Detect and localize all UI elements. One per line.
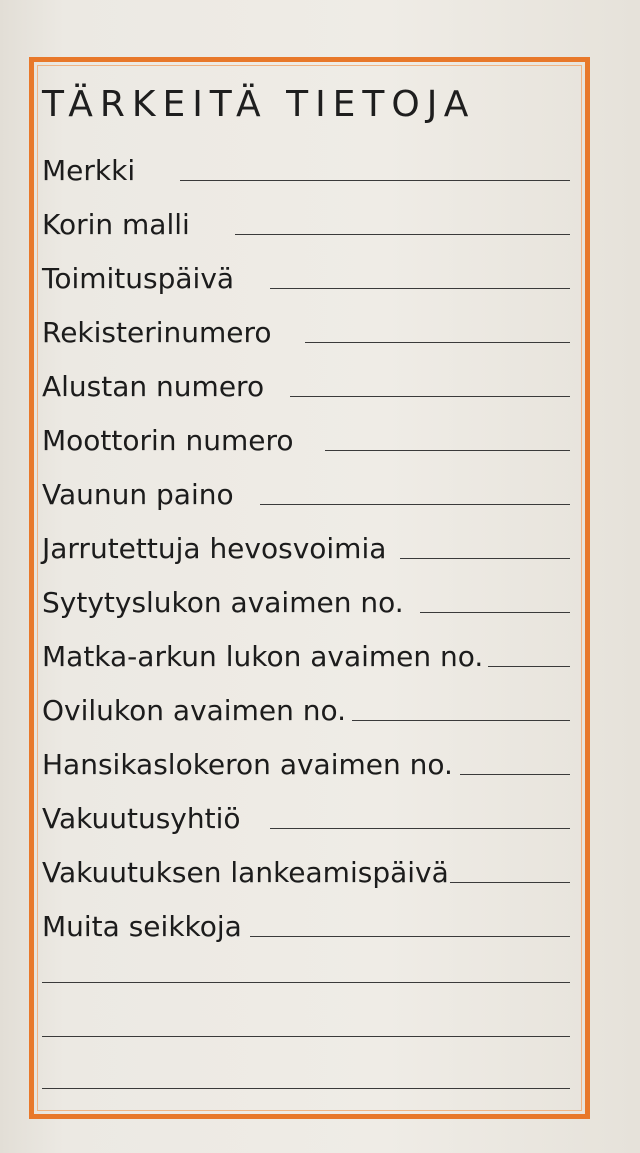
fill-in-line — [180, 180, 570, 181]
blank-fill-in-line — [42, 1088, 570, 1089]
field-row — [42, 795, 582, 835]
fill-in-line — [250, 936, 570, 937]
field-row — [42, 363, 582, 403]
fill-in-line — [450, 882, 570, 883]
fill-in-line — [305, 342, 570, 343]
fill-in-line — [270, 288, 570, 289]
field-row — [42, 849, 582, 889]
fill-in-line — [420, 612, 570, 613]
fill-in-line — [235, 234, 570, 235]
field-row — [42, 903, 582, 943]
field-label: Matka-arkun lukon avaimen no. — [42, 640, 484, 673]
field-row — [42, 471, 582, 511]
field-label: Muita seikkoja — [42, 910, 242, 943]
field-label: Toimituspäivä — [42, 262, 235, 295]
field-label: Vaunun paino — [42, 478, 234, 511]
field-row — [42, 147, 582, 187]
field-row — [42, 201, 582, 241]
field-row — [42, 417, 582, 457]
field-row — [42, 579, 582, 619]
field-row — [42, 741, 582, 781]
field-label: Sytytyslukon avaimen no. — [42, 586, 404, 619]
fill-in-line — [325, 450, 570, 451]
field-row — [42, 255, 582, 295]
fill-in-line — [260, 504, 570, 505]
field-row — [42, 525, 582, 565]
field-label: Vakuutuksen lankeamispäivä — [42, 856, 449, 889]
field-label: Hansikaslokeron avaimen no. — [42, 748, 453, 781]
field-label: Moottorin numero — [42, 424, 294, 457]
field-label: Vakuutusyhtiö — [42, 802, 241, 835]
fill-in-line — [352, 720, 570, 721]
fill-in-line — [270, 828, 570, 829]
fill-in-line — [460, 774, 570, 775]
field-label: Korin malli — [42, 208, 190, 241]
field-label: Alustan numero — [42, 370, 265, 403]
field-label: Rekisterinumero — [42, 316, 272, 349]
field-label: Merkki — [42, 154, 136, 187]
fill-in-line — [400, 558, 570, 559]
fill-in-line — [290, 396, 570, 397]
page-title: TÄRKEITÄ TIETOJA — [42, 84, 476, 125]
fill-in-line — [488, 666, 570, 667]
field-row — [42, 687, 582, 727]
field-label: Jarrutettuja hevosvoimia — [42, 532, 387, 565]
blank-fill-in-line — [42, 982, 570, 983]
field-label: Ovilukon avaimen no. — [42, 694, 347, 727]
field-row — [42, 309, 582, 349]
blank-fill-in-line — [42, 1036, 570, 1037]
field-row — [42, 633, 582, 673]
